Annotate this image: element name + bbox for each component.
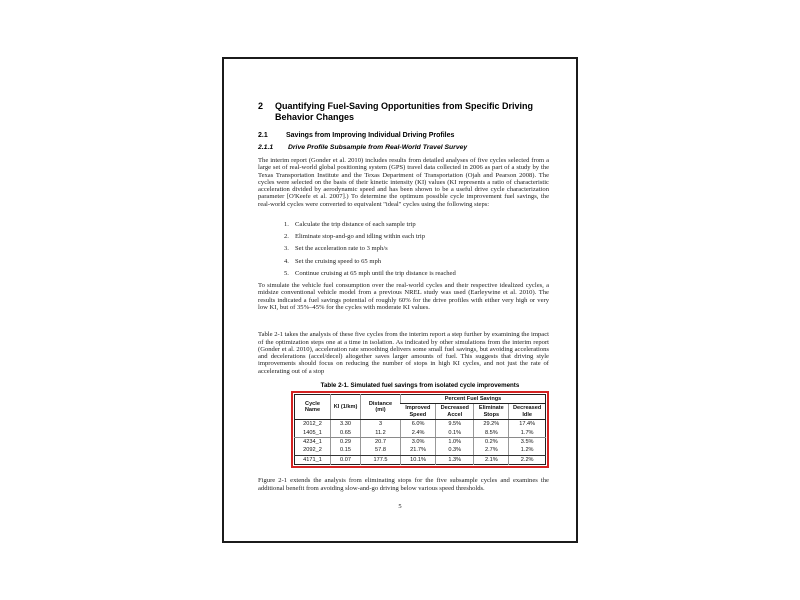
table-cell: 2092_2 (295, 446, 331, 455)
list-item-text: Calculate the trip distance of each sample trip (295, 221, 416, 229)
table-cell: 1.7% (509, 429, 546, 438)
table-row (295, 438, 546, 447)
header-ki: KI (1/km) (331, 394, 361, 419)
header-cycle-name: Cycle Name (295, 394, 331, 419)
table-row (295, 429, 546, 438)
table-row (295, 446, 546, 455)
table-cell: 11.2 (361, 429, 401, 438)
table-cell: 8.5% (474, 429, 509, 438)
table-cell: 2.2% (509, 455, 546, 464)
paragraph-table-discussion: Table 2-1 takes the analysis of these five cycles from the interim report a step further by examining the impact of the optimization steps one at a time in isolation. As indicated by other simulations from the interim report (Gonder et al. 2010), acceleration rate smoothing delivers some small fuel savings, but avoiding accelerations and decelerations (accel/decel) altogether saves larger amounts of fuel. This suggests that driving style improvements should focus on reducing the number of stops in high KI cycles, and not just the rate of accelerating out of a stop (258, 331, 549, 375)
page-number: 5 (398, 503, 402, 510)
table-cell: 1.0% (436, 438, 474, 447)
table-cell: 6.0% (401, 420, 436, 429)
table-cell: 4171_1 (303, 456, 322, 463)
paragraph-simulation: To simulate the vehicle fuel consumption over the real-world cycles and their respective idealized cycles, a midsize conventional vehicle model from a previous NREL study was used (Earleywine et al. 2010). The results indicated a fuel savings potential of roughly 60% for the drive profiles with either very high or very low KI, but of 35%–45% for the cycles with moderate KI values. (258, 282, 549, 311)
list-item (284, 270, 549, 277)
chapter-heading (258, 101, 549, 122)
table-cell: 2.7% (474, 446, 509, 455)
table-cell: 0.15 (331, 446, 361, 455)
subsection-title: Drive Profile Subsample from Real-World Travel Survey (288, 144, 468, 151)
list-item-number: 5. (284, 269, 289, 277)
list-item-text: Eliminate stop-and-go and idling within each trip (295, 233, 426, 241)
list-item (284, 221, 549, 228)
table-cell: 1.2% (509, 446, 546, 455)
paragraph-figure-reference: Figure 2-1 extends the analysis from eliminating stops for the five subsample cycles and examines the additional benefit from avoiding slow-and-go driving below various speed thresholds. (258, 477, 549, 492)
list-item (284, 245, 549, 252)
chapter-title: Quantifying Fuel-Saving Opportunities from Specific Driving Behavior Changes (275, 101, 534, 122)
header-decreased-accel: Decreased Accel (436, 404, 474, 420)
table-cell: 3 (361, 420, 401, 429)
table-cell: 177.5 (361, 455, 401, 464)
subsection-number: 2.1.1 (258, 144, 274, 151)
section-title: Savings from Improving Individual Driving Profiles (286, 132, 455, 139)
table-cell: 10.1% (401, 455, 436, 464)
table-cell: 2.1% (474, 455, 509, 464)
list-item-number: 3. (284, 245, 289, 253)
table-cell: 0.29 (331, 438, 361, 447)
section-number: 2.1 (258, 132, 268, 139)
table-cell: 57.8 (361, 446, 401, 455)
list-item-number: 2. (284, 233, 289, 241)
table-cell: 3.0% (401, 438, 436, 447)
table-cell: 20.7 (361, 438, 401, 447)
page-content (258, 101, 549, 498)
paragraph-intro: The interim report (Gonder et al. 2010) includes results from detailed analyses of five cycles selected from a large set of real-world global positioning system (GPS) travel data collected in 2006 as part of a study by the Texas Transportation Institute and the Texas Department of Transportation (Ojah and Pearson 2008). The cycles were selected on the basis of their kinetic intensity (KI) values (KI represents a ratio of characteristic acceleration divided by aerodynamic speed and has been shown to be a useful drive cycle characterization parameter [O'Keefe et al. 2007].) To determine the optimum possible cycle improvement fuel savings, the real-world cycles were converted to equivalent "ideal" cycles using the following steps: (258, 157, 549, 208)
document-page (222, 57, 578, 543)
list-item (284, 258, 549, 265)
list-item-text: Set the cruising speed to 65 mph (295, 257, 382, 265)
header-decreased-idle: Decreased Idle (509, 404, 546, 420)
fuel-savings-table (294, 394, 546, 465)
table-cell: 1.3% (436, 455, 474, 464)
table-cell: 0.1% (436, 429, 474, 438)
table-cell: 0.2% (474, 438, 509, 447)
list-item-text: Set the acceleration rate to 3 mph/s (295, 245, 388, 253)
header-percent-fuel-savings: Percent Fuel Savings (401, 394, 546, 403)
list-item-number: 1. (284, 221, 289, 229)
table-block (291, 382, 549, 468)
table-cell: 0.07 (331, 455, 361, 464)
header-distance: Distance (mi) (361, 394, 401, 419)
table-cell: 17.4% (509, 420, 546, 429)
table-cell: 3.30 (331, 420, 361, 429)
table-cell: 2.4% (401, 429, 436, 438)
subsection-heading (258, 144, 549, 152)
table-cell: 4234_1 (303, 439, 322, 446)
red-highlight-box (291, 391, 549, 468)
table-cell: 0.65 (331, 429, 361, 438)
chapter-number: 2 (258, 101, 264, 111)
header-eliminate-stops: Eliminate Stops (474, 404, 509, 420)
list-item-text: Continue cruising at 65 mph until the trip distance is reached (295, 269, 456, 277)
table-cell: 21.7% (401, 446, 436, 455)
table-cell: 29.2% (474, 420, 509, 429)
table-cell: 2012_2 (303, 421, 322, 428)
table-cell: 9.5% (436, 420, 474, 429)
table-cell: 3.5% (509, 438, 546, 447)
list-item (284, 233, 549, 240)
table-cell: 0.3% (436, 446, 474, 455)
table-cell: 1405_1 (295, 429, 331, 438)
table-title: Table 2-1. Simulated fuel savings from isolated cycle improvements (320, 381, 520, 389)
list-item-number: 4. (284, 257, 289, 265)
table-row (295, 455, 546, 464)
table-row (295, 420, 546, 429)
header-improved-speed: Improved Speed (401, 404, 436, 420)
idealization-steps-list (258, 221, 549, 277)
section-heading (258, 132, 549, 140)
table-header-row (295, 394, 546, 403)
